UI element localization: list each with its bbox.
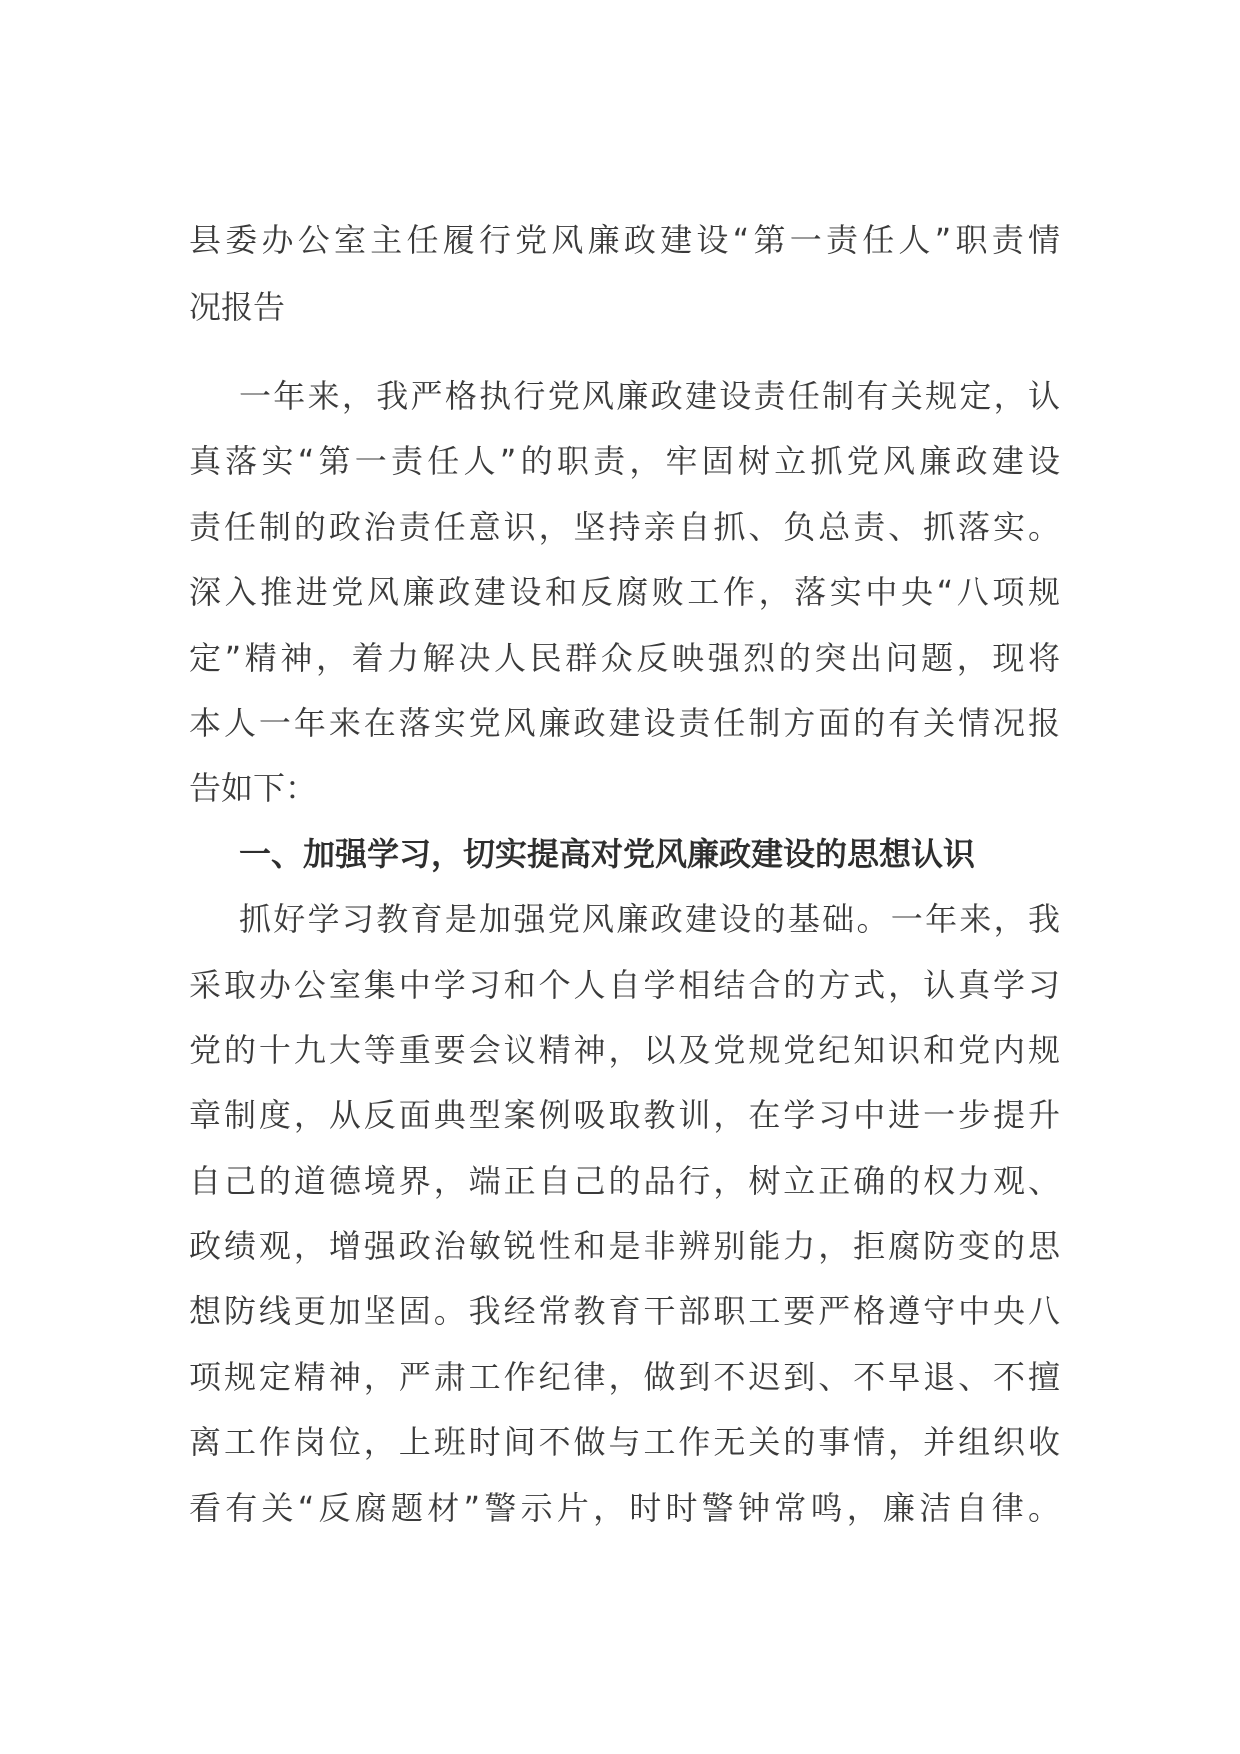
text-line: 党的十九大等重要会议精神，以及党规党纪知识和党内规 xyxy=(189,1030,1060,1069)
text-line: 离工作岗位，上班时间不做与工作无关的事情，并组织收 xyxy=(189,1423,1060,1462)
document-title xyxy=(189,207,1060,341)
text-line: 章制度，从反面典型案例吸取教训，在学习中进一步提升 xyxy=(189,1096,1060,1135)
text-line: 定”精神，着力解决人民群众反映强烈的突出问题，现将 xyxy=(189,638,1060,677)
text-line: 自己的道德境界，端正自己的品行，树立正确的权力观、 xyxy=(189,1161,1060,1200)
title-line: 况报告 xyxy=(189,288,286,326)
text-line: 政绩观，增强政治敏锐性和是非辨别能力，拒腐防变的思 xyxy=(189,1227,1060,1266)
text-line: 真落实“第一责任人”的职责，牢固树立抓党风廉政建设 xyxy=(189,442,1060,481)
title-line: 县委办公室主任履行党风廉政建设“第一责任人”职责情 xyxy=(189,221,1060,259)
paragraph-intro xyxy=(189,364,1060,822)
text-line: 抓好学习教育是加强党风廉政建设的基础。一年来，我 xyxy=(239,900,1060,939)
paragraph-study xyxy=(189,887,1060,1541)
text-line: 深入推进党风廉政建设和反腐败工作，落实中央“八项规 xyxy=(189,573,1060,612)
section-heading: 一、加强学习，切实提高对党风廉政建设的思想认识 xyxy=(239,834,976,873)
text-line: 想防线更加坚固。我经常教育干部职工要严格遵守中央八 xyxy=(189,1292,1060,1331)
text-line: 项规定精神，严肃工作纪律，做到不迟到、不早退、不擅 xyxy=(189,1357,1060,1396)
document-body xyxy=(189,364,1060,1541)
text-line: 采取办公室集中学习和个人自学相结合的方式，认真学习 xyxy=(189,965,1060,1004)
text-line: 责任制的政治责任意识，坚持亲自抓、负总责、抓落实。 xyxy=(189,507,1060,546)
text-line: 告如下： xyxy=(189,769,318,808)
text-line: 本人一年来在落实党风廉政建设责任制方面的有关情况报 xyxy=(189,703,1060,742)
text-line: 一年来，我严格执行党风廉政建设责任制有关规定，认 xyxy=(239,377,1060,415)
text-line: 看有关“反腐题材”警示片，时时警钟常鸣，廉洁自律。 xyxy=(189,1488,1060,1527)
